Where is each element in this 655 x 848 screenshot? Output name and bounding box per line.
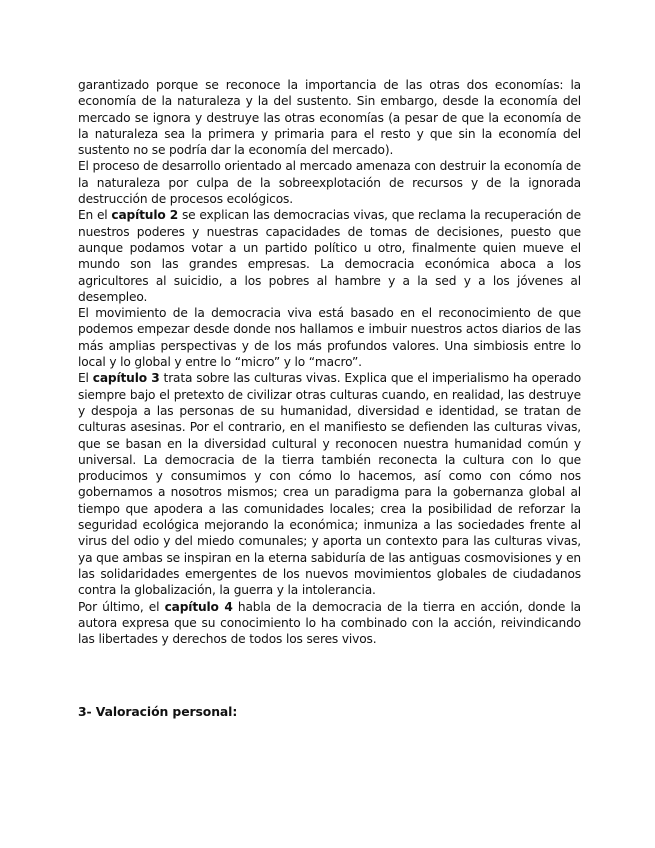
paragraph-text: En el bbox=[78, 208, 112, 223]
document-body bbox=[78, 77, 581, 647]
paragraph bbox=[78, 599, 581, 648]
paragraph bbox=[78, 370, 581, 598]
section-heading: 3- Valoración personal: bbox=[78, 704, 238, 719]
paragraph-text: garantizado porque se reconoce la importancia de las otras dos economías: la economía de la naturaleza y la del sustento. Sin embargo, desde la economía del mercado se ignora y destruye las otras economías (a pesar de que la economía de la naturaleza sea la primera y primaria para el resto y que sin la economía del sustento no se podría dar la economía del mercado). bbox=[78, 78, 581, 158]
paragraph bbox=[78, 77, 581, 158]
paragraph-text: El movimiento de la democracia viva está basado en el reconocimiento de que podemos empezar desde donde nos hallamos e imbuir nuestros actos diarios de las más amplias perspectivas y de los más profundos valores. Una simbiosis entre lo local y lo global y entre lo “micro” y lo “macro”. bbox=[78, 306, 581, 370]
chapter-reference: capítulo 3 bbox=[92, 371, 160, 386]
paragraph bbox=[78, 207, 581, 305]
chapter-reference: capítulo 2 bbox=[111, 208, 179, 223]
paragraph bbox=[78, 305, 581, 370]
paragraph-text: El bbox=[78, 371, 93, 386]
paragraph bbox=[78, 158, 581, 207]
paragraph-text: El proceso de desarrollo orientado al mercado amenaza con destruir la economía de la naturaleza por culpa de la sobreexplotación de recursos y de la ignorada destrucción de procesos ecológicos. bbox=[78, 159, 581, 207]
paragraph-text: trata sobre las culturas vivas. Explica que el imperialismo ha operado siempre bajo el pretexto de civilizar otras culturas cuando, en realidad, las destruye y despoja a las personas de su humanidad, diversidad e identidad, se tratan de culturas asesinas. Por el contrario, en el manifiesto se defienden las culturas vivas, que se basan en la diversidad cultural y reconocen nuestra humanidad común y universal. La democracia de la tierra también reconecta la cultura con lo que producimos y consumimos y con cómo lo hacemos, así como con cómo nos gobernamos a nosotros mismos; crea un paradigma para la gobernanza global al tiempo que apodera a las comunidades locales; crea la posibilidad de reforzar la seguridad ecológica mejorando la económica; inmuniza a las sociedades frente al virus del odio y del miedo comunales; y aporta un contexto para las culturas vivas, ya que ambas se inspiran en la eterna sabiduría de las antiguas cosmovisiones y en las solidaridades emergentes de los nuevos movimientos globales de ciudadanos contra la globalización, la guerra y la intolerancia. bbox=[78, 371, 581, 598]
chapter-reference: capítulo 4 bbox=[164, 599, 233, 614]
paragraph-text: Por último, el bbox=[78, 599, 165, 614]
paragraph-text: habla de la democracia de la tierra en acción, donde la autora expresa que su conocimiento lo ha combinado con la acción, reivindicando las libertades y derechos de todos los seres vivos. bbox=[78, 599, 581, 647]
paragraph-text: se explican las democracias vivas, que reclama la recuperación de nuestros poderes y nuestras capacidades de tomas de decisiones, puesto que aunque podamos votar a un partido político u otro, finalmente quien mueve el mundo son las grandes empresas. La democracia económica aboca a los agricultores al suicidio, a los pobres al hambre y a la sed y a los jóvenes al desempleo. bbox=[78, 208, 581, 304]
